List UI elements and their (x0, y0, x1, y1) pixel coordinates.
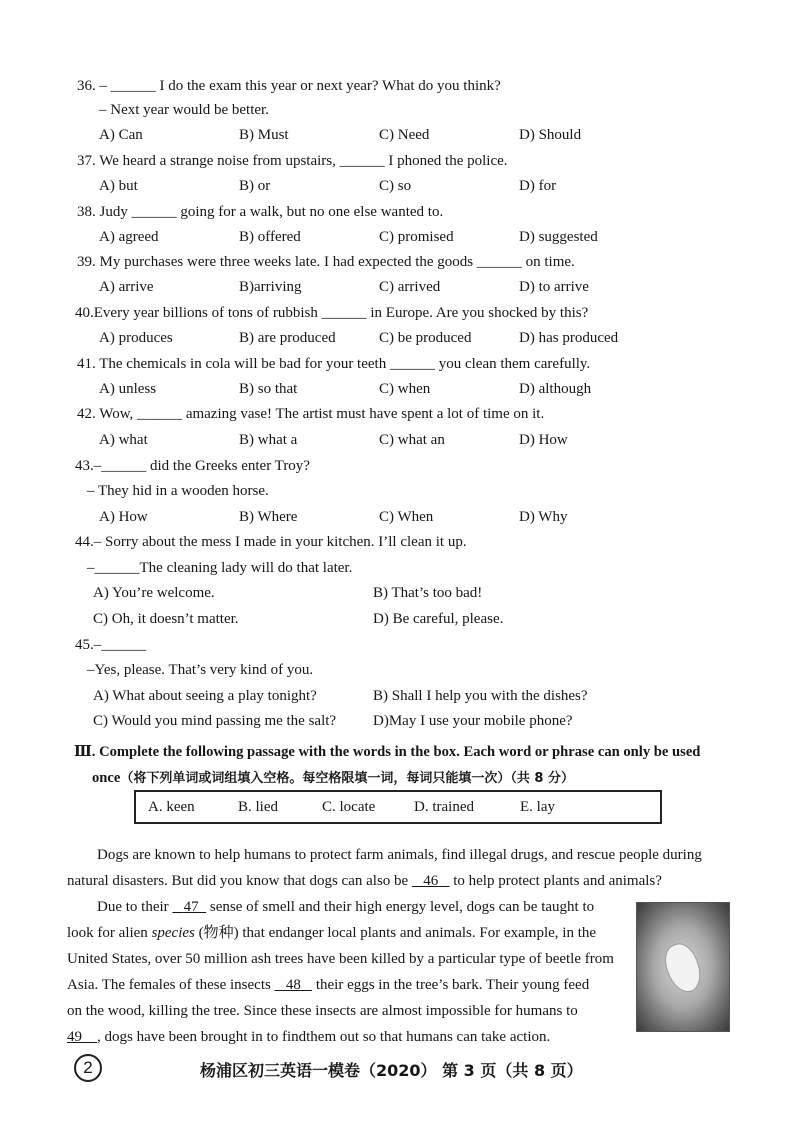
option-b: B) offered (239, 229, 301, 245)
blank-47 (172, 899, 206, 915)
passage-text: natural disasters. But did you know that dogs can also be (67, 873, 409, 889)
option-b: B) what a (239, 432, 298, 448)
passage-text: their eggs in the tree’s bark. Their young feed (315, 977, 590, 993)
page-circle-mark: 2 (74, 1054, 102, 1082)
passage-line (67, 868, 662, 894)
option-d: D) to arrive (519, 279, 589, 295)
option-a: A) produces (99, 330, 173, 346)
option-d: D) suggested (519, 229, 598, 245)
question-39 (77, 253, 575, 271)
option-c: C) promised (379, 229, 454, 245)
question-number: 37. (77, 153, 96, 169)
option-b: B) so that (239, 381, 298, 397)
word-option: A. keen (148, 799, 195, 815)
option-b: B) are produced (239, 330, 336, 346)
question-stem: did the Greeks enter Troy? (150, 458, 310, 474)
section-heading-cn: （将下列单词或词组填入空格。每空格限填一词，每词只能填一次）（共 8 分） (120, 771, 574, 786)
question-stem: The chemicals in cola will be bad for your teeth (99, 356, 387, 372)
section-heading: Ⅲ. Complete the following passage with the words in the box. Each word or phrase can only be used (74, 744, 701, 760)
option-c: C) what an (379, 432, 445, 448)
question-number: 38. (77, 204, 96, 220)
answer-blank: ______ (339, 153, 385, 169)
option-c: C) Would you mind passing me the salt? (93, 713, 337, 729)
question-stem-end: you clean them carefully. (438, 356, 591, 372)
section-heading-line2 (92, 769, 574, 788)
answer-blank: ______ (389, 356, 435, 372)
passage-line (97, 894, 594, 920)
option-b: B) Shall I help you with the dishes? (373, 688, 588, 704)
option-a: A) but (99, 178, 138, 194)
question-44-reply (87, 559, 352, 577)
option-c: C) when (379, 381, 431, 397)
option-a: A) arrive (99, 279, 154, 295)
question-reply: –Yes, please. That’s very kind of you. (87, 662, 314, 678)
question-stem: We heard a strange noise from upstairs, (99, 153, 336, 169)
question-stem-end: in Europe. Are you shocked by this? (370, 305, 589, 321)
option-a: A) How (99, 509, 148, 525)
option-b: B) Must (239, 127, 289, 143)
question-stem-end: going for a walk, but no one else wanted to. (180, 204, 444, 220)
question-44 (75, 533, 467, 551)
question-stem: I do the exam this year or next year? What do you think? (159, 78, 501, 94)
answer-blank: ______ (101, 458, 147, 474)
answer-blank: ______ (131, 204, 177, 220)
answer-blank: ______ (101, 637, 147, 653)
question-stem: – Sorry about the mess I made in your kitchen. I’ll clean it up. (93, 534, 467, 550)
blank-49 (67, 1029, 97, 1045)
blank-number: 48 (285, 977, 301, 993)
question-number: 40. (75, 305, 94, 321)
word-box (134, 790, 662, 824)
question-stem: Wow, (99, 406, 134, 422)
word-option: B. lied (238, 799, 278, 815)
option-c: C) When (379, 509, 434, 525)
option-d: D) for (519, 178, 557, 194)
answer-blank: –______ (87, 560, 140, 576)
question-40 (75, 304, 588, 322)
option-d: D) Why (519, 509, 568, 525)
passage-text: to help protect plants and animals? (453, 873, 662, 889)
question-37 (77, 152, 508, 170)
question-number: 44. (75, 534, 94, 550)
question-stem-end: I phoned the police. (388, 153, 508, 169)
option-b: B) or (239, 178, 271, 194)
question-number: 36. – (77, 78, 107, 94)
blank-number: 47 (183, 899, 199, 915)
passage-text: Due to their (97, 899, 169, 915)
passage-text: sense of smell and their high energy level, dogs can be taught to (209, 899, 595, 915)
question-43 (75, 457, 310, 475)
option-c: C) Oh, it doesn’t matter. (93, 611, 239, 627)
passage-line (67, 972, 589, 998)
passage-line (67, 920, 596, 946)
passage-line: Dogs are known to help humans to protect farm animals, find illegal drugs, and rescue people during (97, 847, 702, 863)
option-d: D) although (519, 381, 592, 397)
option-b: B) That’s too bad! (373, 585, 483, 601)
option-d: D) Be careful, please. (373, 611, 504, 627)
blank-number: 49 (67, 1029, 82, 1045)
question-number: 43.– (75, 458, 102, 474)
question-stem: My purchases were three weeks late. I had expected the goods (99, 254, 474, 270)
beetle-photo (636, 902, 730, 1032)
answer-blank: ______ (110, 78, 156, 94)
option-c: C) arrived (379, 279, 441, 295)
question-42 (77, 405, 544, 423)
question-number: 42. (77, 406, 96, 422)
question-45 (75, 636, 146, 654)
beetle-shape (659, 939, 706, 997)
answer-blank: ______ (476, 254, 522, 270)
option-a: A) You’re welcome. (93, 585, 215, 601)
answer-blank: ______ (321, 305, 367, 321)
option-c: C) so (379, 178, 412, 194)
option-b: B) Where (239, 509, 298, 525)
question-reply: – Next year would be better. (99, 102, 269, 118)
question-41 (77, 355, 590, 373)
question-reply: The cleaning lady will do that later. (139, 560, 353, 576)
passage-text: look for alien (67, 925, 148, 941)
passage-line: United States, over 50 million ash trees have been killed by a particular type of beetle from (67, 951, 614, 967)
option-a: A) Can (99, 127, 143, 143)
option-a: A) what (99, 432, 148, 448)
word-option: D. trained (414, 799, 474, 815)
page-footer: 杨浦区初三英语一模卷（2020） 第 3 页（共 8 页） (200, 1061, 583, 1080)
option-a: A) unless (99, 381, 157, 397)
word-option: E. lay (520, 799, 555, 815)
passage-text: Asia. The females of these insects (67, 977, 271, 993)
blank-48 (275, 977, 313, 993)
passage-line: on the wood, killing the tree. Since these insects are almost impossible for humans to (67, 1003, 578, 1019)
question-38 (77, 203, 443, 221)
question-stem-end: on time. (525, 254, 575, 270)
passage-text: (物种) that endanger local plants and animals. For example, in the (198, 925, 597, 941)
passage-italic: species (151, 925, 195, 941)
blank-46 (412, 873, 450, 889)
option-c: C) Need (379, 127, 430, 143)
section-heading-en: once (92, 770, 121, 786)
passage-line (67, 1024, 550, 1050)
question-stem: Every year billions of tons of rubbish (93, 305, 318, 321)
option-d: D) Should (519, 127, 582, 143)
question-reply: – They hid in a wooden horse. (87, 483, 269, 499)
question-number: 41. (77, 356, 96, 372)
question-36 (77, 77, 501, 95)
option-d: D) How (519, 432, 568, 448)
option-c: C) be produced (379, 330, 472, 346)
option-b: B)arriving (239, 279, 302, 295)
passage-text: , dogs have been brought in to findthem out so that humans can take action. (97, 1029, 551, 1045)
word-option: C. locate (322, 799, 376, 815)
blank-number: 46 (423, 873, 439, 889)
question-stem: Judy (99, 204, 128, 220)
question-stem-end: amazing vase! The artist must have spent a lot of time on it. (185, 406, 545, 422)
answer-blank: ______ (137, 406, 183, 422)
option-a: A) What about seeing a play tonight? (93, 688, 317, 704)
question-number: 39. (77, 254, 96, 270)
option-d: D)May I use your mobile phone? (373, 713, 573, 729)
question-number: 45.– (75, 637, 102, 653)
option-a: A) agreed (99, 229, 159, 245)
option-d: D) has produced (519, 330, 619, 346)
